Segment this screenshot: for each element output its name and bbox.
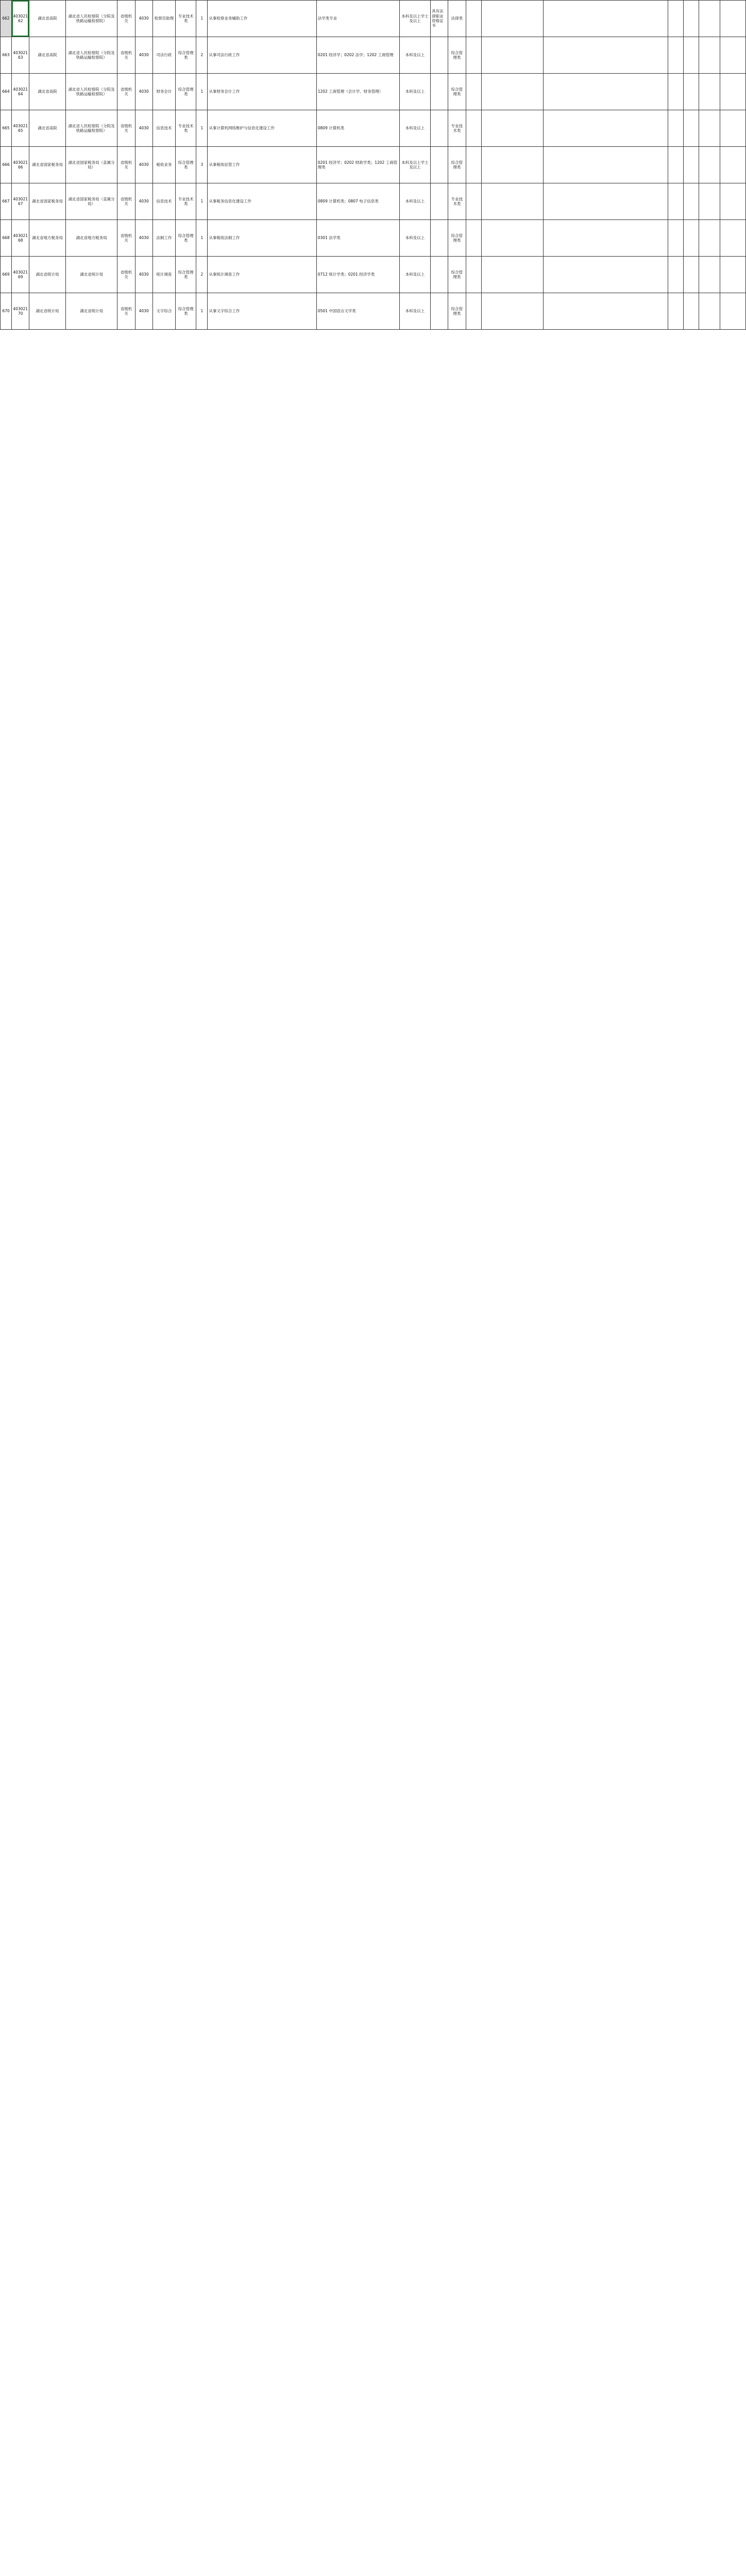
cell-major: 1202 工商管理（会计学、财务管理） [316,74,399,110]
cell-empty [684,74,699,110]
cell-empty [466,74,481,110]
cell-nature: 综合管理类 [176,74,196,110]
cell-exam: 专业技术类 [448,110,466,147]
cell-empty [720,293,745,330]
cell-empty [466,257,481,293]
cell-intro: 从事财务会计工作 [208,74,316,110]
cell-dept: 湖北省统计局 [29,293,65,330]
cell-nature: 综合管理类 [176,147,196,183]
cell-empty [699,257,720,293]
cell-empty [544,293,668,330]
cell-empty [481,37,544,74]
cell-unit: 湖北省国家税务局（直属分局） [65,147,117,183]
cell-code: 40302167 [12,183,29,220]
cell-empty [544,1,668,37]
cell-unit: 湖北省人民检察院（分院及铁路运输检察院） [65,74,117,110]
cell-empty [720,183,745,220]
cell-degree: 本科及以上 [399,74,430,110]
cell-unit: 湖北省统计局 [65,293,117,330]
cell-degree: 本科及以上 [399,37,430,74]
cell-cond [431,293,448,330]
cell-code: 40302162 [12,1,29,37]
cell-nature: 专业技术类 [176,110,196,147]
cell-empty [668,220,683,257]
cell-nature: 综合管理类 [176,257,196,293]
cell-no: 668 [1,220,12,257]
cell-no: 665 [1,110,12,147]
cell-no: 664 [1,74,12,110]
cell-no: 666 [1,147,12,183]
cell-intro: 从事税务信息化建设工作 [208,183,316,220]
cell-empty [668,37,683,74]
cell-cond [431,74,448,110]
cell-empty [481,147,544,183]
cell-major: 0201 经济学；0202 法学；1202 工商管理 [316,37,399,74]
cell-exam: 综合管理类 [448,220,466,257]
cell-pos: 信息技术 [152,183,175,220]
cell-major: 0501 中国语言文学类 [316,293,399,330]
cell-exam: 综合管理类 [448,257,466,293]
cell-dept: 湖北省国家税务局 [29,147,65,183]
cell-code: 40302166 [12,147,29,183]
cell-cat: 省级机关 [117,147,135,183]
cell-nature: 专业技术类 [176,183,196,220]
cell-major: 0809 计算机类 [316,110,399,147]
cell-n: 1 [196,74,208,110]
cell-code2: 4030 [135,110,152,147]
cell-major: 0301 法学类 [316,220,399,257]
cell-empty [684,37,699,74]
cell-empty [481,110,544,147]
cell-empty [668,74,683,110]
cell-exam: 法律类 [448,1,466,37]
cell-empty [684,220,699,257]
cell-empty [699,183,720,220]
cell-empty [481,257,544,293]
cell-empty [668,147,683,183]
cell-empty [684,110,699,147]
cell-n: 1 [196,293,208,330]
table-row [1,37,746,74]
cell-no: 669 [1,257,12,293]
cell-pos: 法制工作 [152,220,175,257]
cell-degree: 本科及以上 [399,183,430,220]
cell-empty [466,37,481,74]
cell-degree: 本科及以上 [399,257,430,293]
cell-n: 2 [196,257,208,293]
cell-empty [684,183,699,220]
cell-unit: 湖北省国家税务局（直属分局） [65,183,117,220]
cell-pos: 统计调查 [152,257,175,293]
cell-empty [668,110,683,147]
cell-dept: 湖北省高院 [29,37,65,74]
cell-major: 0809 计算机类；0807 电子信息类 [316,183,399,220]
table-row [1,220,746,257]
cell-empty [544,37,668,74]
cell-cond [431,257,448,293]
cell-empty [481,1,544,37]
cell-cat: 省级机关 [117,37,135,74]
cell-degree: 本科及以上 [399,293,430,330]
cell-intro: 从事税收法制工作 [208,220,316,257]
cell-empty [466,183,481,220]
cell-cat: 省级机关 [117,220,135,257]
cell-exam: 综合管理类 [448,37,466,74]
table-row [1,257,746,293]
cell-degree: 本科及以上学士及以上 [399,147,430,183]
cell-empty [684,1,699,37]
cell-no: 670 [1,293,12,330]
cell-empty [699,1,720,37]
cell-cond [431,220,448,257]
cell-pos: 文字综合 [152,293,175,330]
cell-exam: 综合管理类 [448,147,466,183]
cell-empty [544,183,668,220]
cell-unit: 湖北省地方税务局 [65,220,117,257]
cell-pos: 检察官助理 [152,1,175,37]
cell-empty [466,147,481,183]
cell-major: 法学类专业 [316,1,399,37]
cell-empty [720,147,745,183]
table-row [1,74,746,110]
cell-degree: 本科及以上 [399,220,430,257]
cell-empty [684,293,699,330]
cell-n: 2 [196,37,208,74]
cell-exam: 综合管理类 [448,293,466,330]
cell-dept: 湖北省高院 [29,110,65,147]
cell-empty [668,257,683,293]
cell-pos: 司法行政 [152,37,175,74]
cell-code: 40302163 [12,37,29,74]
cell-empty [699,74,720,110]
cell-empty [481,293,544,330]
cell-intro: 从事司法行政工作 [208,37,316,74]
cell-empty [668,183,683,220]
table-row [1,110,746,147]
cell-empty [720,220,745,257]
cell-code: 40302165 [12,110,29,147]
cell-cond: 具有法律职业资格证书 [431,1,448,37]
cell-cond [431,183,448,220]
cell-empty [544,220,668,257]
cell-degree: 本科及以上 [399,110,430,147]
cell-empty [544,147,668,183]
cell-pos: 税收业务 [152,147,175,183]
cell-pos: 信息技术 [152,110,175,147]
cell-empty [684,147,699,183]
cell-dept: 湖北省高院 [29,74,65,110]
cell-code2: 4030 [135,1,152,37]
cell-exam: 专业技术类 [448,183,466,220]
cell-unit: 湖北省人民检察院（分院及铁路运输检察院） [65,110,117,147]
recruitment-table [0,0,746,330]
cell-major: 0201 经济学；0202 财政学类；1202 工商管理类 [316,147,399,183]
cell-cat: 省级机关 [117,257,135,293]
cell-code2: 4030 [135,147,152,183]
cell-empty [699,110,720,147]
cell-nature: 综合管理类 [176,293,196,330]
table-row [1,183,746,220]
cell-empty [720,74,745,110]
cell-intro: 从事税收征管工作 [208,147,316,183]
cell-cond [431,110,448,147]
cell-unit: 湖北省统计局 [65,257,117,293]
cell-empty [466,220,481,257]
cell-n: 3 [196,147,208,183]
cell-intro: 从事文字综合工作 [208,293,316,330]
cell-empty [699,147,720,183]
cell-cat: 省级机关 [117,183,135,220]
cell-pos: 财务会计 [152,74,175,110]
cell-empty [720,37,745,74]
cell-cat: 省级机关 [117,110,135,147]
cell-major: 0712 统计学类；0201 经济学类 [316,257,399,293]
cell-intro: 从事检察业务辅助工作 [208,1,316,37]
cell-empty [720,110,745,147]
cell-empty [481,183,544,220]
cell-no: 667 [1,183,12,220]
cell-cat: 省级机关 [117,1,135,37]
cell-no: 663 [1,37,12,74]
cell-n: 1 [196,1,208,37]
cell-code2: 4030 [135,183,152,220]
cell-intro: 从事统计调查工作 [208,257,316,293]
cell-empty [544,110,668,147]
cell-dept: 湖北省地方税务局 [29,220,65,257]
table-row [1,293,746,330]
cell-code: 40302169 [12,257,29,293]
cell-code2: 4030 [135,37,152,74]
cell-unit: 湖北省人民检察院（分院及铁路运输检察院） [65,1,117,37]
cell-code2: 4030 [135,220,152,257]
cell-empty [668,1,683,37]
cell-dept: 湖北省高院 [29,1,65,37]
cell-dept: 湖北省国家税务局 [29,183,65,220]
cell-empty [668,293,683,330]
cell-empty [481,74,544,110]
cell-empty [684,257,699,293]
cell-empty [481,220,544,257]
table-row [1,1,746,37]
cell-cond [431,37,448,74]
cell-code2: 4030 [135,74,152,110]
cell-degree: 本科及以上学士及以上 [399,1,430,37]
cell-unit: 湖北省人民检察院（分院及铁路运输检察院） [65,37,117,74]
cell-no: 662 [1,1,12,37]
cell-empty [699,37,720,74]
cell-n: 1 [196,220,208,257]
cell-n: 1 [196,183,208,220]
cell-intro: 从事计算机网络维护与信息化建设工作 [208,110,316,147]
cell-cat: 省级机关 [117,293,135,330]
table-row [1,147,746,183]
cell-code: 40302170 [12,293,29,330]
cell-empty [466,1,481,37]
cell-nature: 综合管理类 [176,220,196,257]
cell-empty [699,293,720,330]
cell-cond [431,147,448,183]
cell-cat: 省级机关 [117,74,135,110]
cell-nature: 专业技术类 [176,1,196,37]
cell-exam: 综合管理类 [448,74,466,110]
cell-empty [699,220,720,257]
cell-nature: 综合管理类 [176,37,196,74]
cell-empty [466,110,481,147]
cell-empty [544,74,668,110]
cell-empty [466,293,481,330]
cell-empty [720,257,745,293]
cell-empty [720,1,745,37]
cell-empty [544,257,668,293]
cell-dept: 湖北省统计局 [29,257,65,293]
cell-n: 1 [196,110,208,147]
cell-code: 40302164 [12,74,29,110]
cell-code: 40302168 [12,220,29,257]
cell-code2: 4030 [135,293,152,330]
cell-code2: 4030 [135,257,152,293]
